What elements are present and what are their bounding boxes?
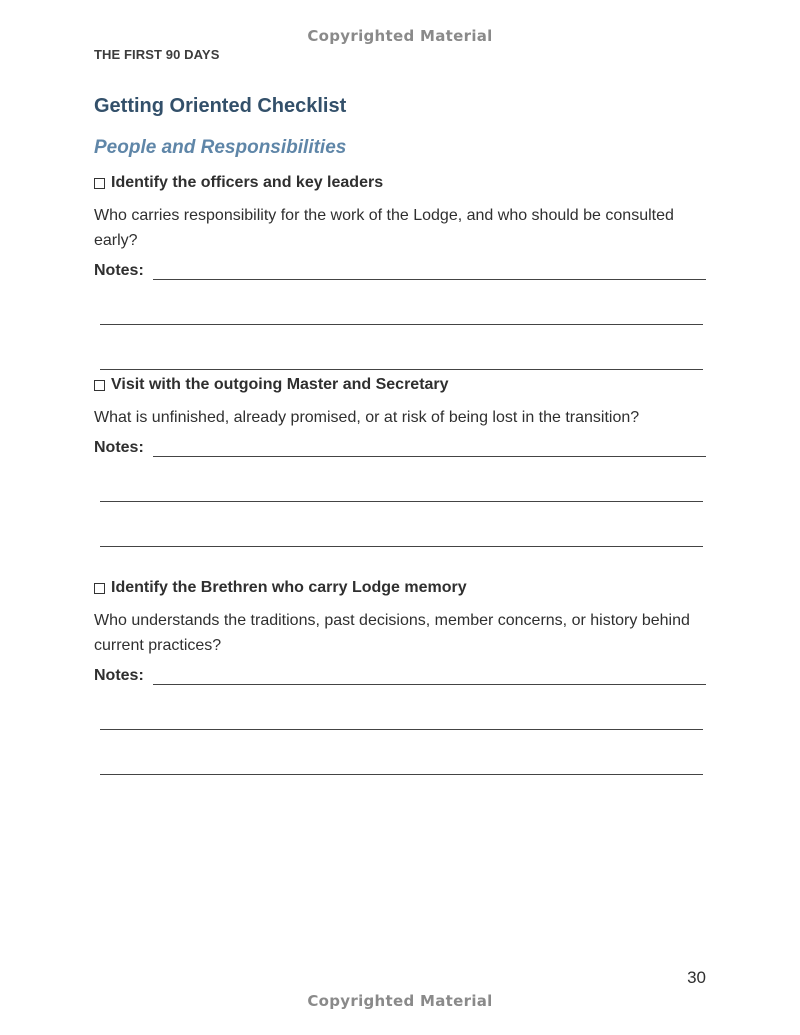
notes-blank-line[interactable] <box>100 324 703 325</box>
page-title: Getting Oriented Checklist <box>94 95 347 117</box>
notes-line[interactable] <box>153 266 706 280</box>
notes-line[interactable] <box>153 443 706 457</box>
page-number: 30 <box>687 968 706 987</box>
notes-blank-line[interactable] <box>100 501 703 502</box>
checklist-item <box>94 375 706 547</box>
checklist-item-title <box>94 578 706 598</box>
notes-label: Notes: <box>94 667 144 684</box>
checklist-item-label: Identify the Brethren who carry Lodge memory <box>111 579 467 596</box>
checklist-item-title <box>94 173 706 193</box>
checkbox-icon[interactable] <box>94 178 105 189</box>
checklist-item <box>94 578 706 775</box>
notes-blank-line[interactable] <box>100 729 703 730</box>
checklist-item-prompt: Who understands the traditions, past decisions, member concerns, or history behind current practices? <box>94 612 690 654</box>
copyright-watermark-bottom: Copyrighted Material <box>307 992 493 1010</box>
section-heading: People and Responsibilities <box>94 137 347 158</box>
checklist-item <box>94 173 706 370</box>
notes-label: Notes: <box>94 439 144 456</box>
running-head: THE FIRST 90 DAYS <box>94 47 220 62</box>
checkbox-icon[interactable] <box>94 380 105 391</box>
checklist-item-prompt: Who carries responsibility for the work of the Lodge, and who should be consulted early? <box>94 207 674 249</box>
notes-blank-line[interactable] <box>100 774 703 775</box>
notes-row <box>94 437 706 457</box>
checkbox-icon[interactable] <box>94 583 105 594</box>
notes-line[interactable] <box>153 671 706 685</box>
notes-blank-line[interactable] <box>100 369 703 370</box>
checklist-item-label: Visit with the outgoing Master and Secretary <box>111 376 449 393</box>
notes-label: Notes: <box>94 262 144 279</box>
notes-row <box>94 260 706 280</box>
copyright-watermark-top: Copyrighted Material <box>307 27 493 45</box>
checklist-item-label: Identify the officers and key leaders <box>111 174 384 191</box>
checklist-item-title <box>94 375 706 395</box>
notes-row <box>94 665 706 685</box>
checklist-item-prompt: What is unfinished, already promised, or at risk of being lost in the transition? <box>94 409 640 426</box>
notes-blank-line[interactable] <box>100 546 703 547</box>
